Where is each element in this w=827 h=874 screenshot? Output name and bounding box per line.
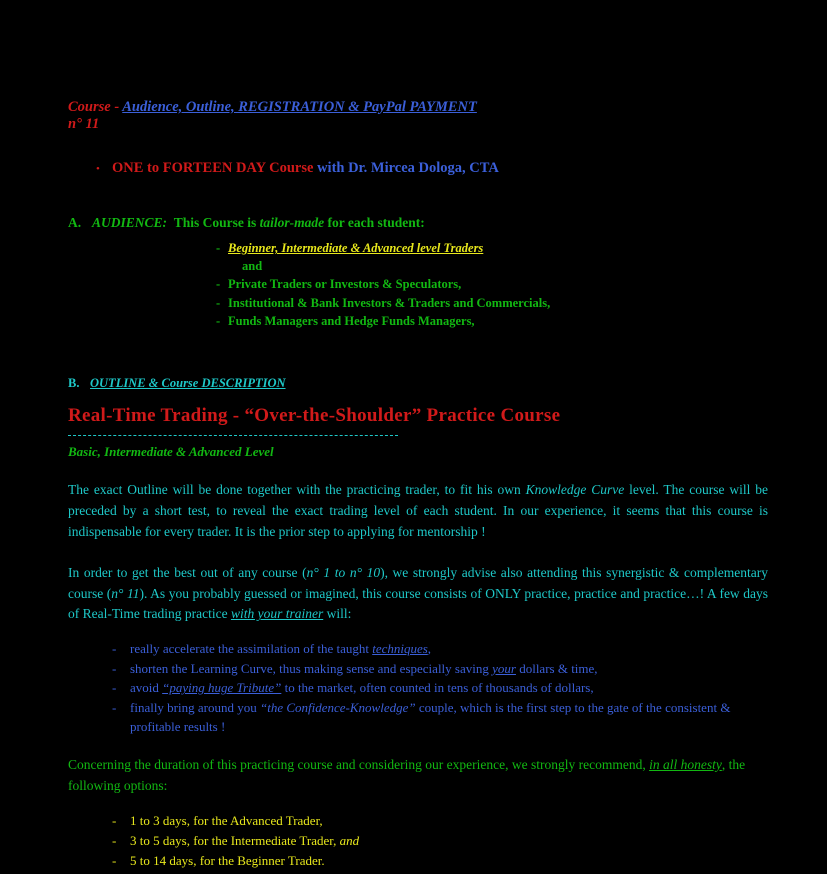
benefit-italic: “paying huge Tribute” xyxy=(162,680,282,696)
benefit-pre: shorten the Learning Curve, thus making sense and especially saving xyxy=(130,660,493,676)
course-main-title: Real-Time Trading - “Over-the-Shoulder” Practice Course xyxy=(68,404,561,426)
section-outline xyxy=(68,376,768,871)
benefit-text xyxy=(130,659,598,679)
list-dash-icon: - xyxy=(112,812,117,828)
course-duration-label: ONE to FORTEEN DAY Course xyxy=(112,160,314,177)
duration-option xyxy=(112,831,768,851)
course-level-line: Basic, Intermediate & Advanced Level xyxy=(68,443,274,459)
para2-italic-2: n° 11 xyxy=(111,585,140,601)
list-dash-icon: - xyxy=(216,277,221,292)
duration-option-label: 5 to 14 days, for the Beginner Trader. xyxy=(130,852,325,868)
audience-item-highlight xyxy=(216,239,768,257)
para2-part-c: ). As you probably guessed or imagined, this course consists of ONLY practice, practice and practice…! A few days of Real-Time trading practice xyxy=(68,585,768,622)
course-instructor-label: with Dr. Mircea Dologa, CTA xyxy=(317,160,499,177)
benefit-pre: finally bring around you xyxy=(130,699,260,715)
benefit-text xyxy=(130,678,594,698)
para2-part-b: ), we strongly advise also attending this synergistic & complementary course ( xyxy=(68,564,768,601)
document-header-line xyxy=(68,98,768,116)
para1-part-b: level. The course will be preceded by a short test, to reveal the exact trading level of each student. In our experience, it seems that this course is indispensable for every trader. It is the prior step to applying for mentorship ! xyxy=(68,481,768,539)
benefit-italic: your xyxy=(492,660,516,676)
benefit-item xyxy=(112,639,768,659)
list-dash-icon: - xyxy=(112,832,117,848)
para2-part-d: will: xyxy=(326,606,352,622)
audience-item-label: Beginner, Intermediate & Advanced level Traders xyxy=(228,241,484,256)
closing-italic: in all honesty xyxy=(649,756,722,772)
section-audience-heading xyxy=(68,214,768,232)
benefit-item xyxy=(112,678,768,698)
outline-paragraph-1 xyxy=(68,480,768,543)
duration-option xyxy=(112,811,768,831)
duration-option-text xyxy=(130,831,359,851)
benefit-item xyxy=(112,659,768,679)
benefit-pre: avoid xyxy=(130,680,163,696)
audience-and-word: and xyxy=(242,259,263,274)
section-a-title: AUDIENCE: xyxy=(92,214,168,230)
audience-item-label: Funds Managers and Hedge Funds Managers, xyxy=(228,313,475,328)
list-dash-icon: - xyxy=(112,852,117,868)
benefit-pre: really accelerate the assimilation of the taught xyxy=(130,641,373,657)
closing-paragraph xyxy=(68,755,768,797)
list-dash-icon: - xyxy=(112,641,117,657)
duration-option xyxy=(112,851,768,871)
outline-paragraph-2 xyxy=(68,563,768,626)
list-dash-icon: - xyxy=(112,699,117,715)
para2-italic-1: n° 1 to n° 10 xyxy=(306,564,381,580)
benefit-italic: techniques xyxy=(372,641,428,657)
duration-option-label: 3 to 5 days, for the Intermediate Trader, xyxy=(130,832,340,848)
benefit-text xyxy=(130,698,768,737)
section-b-title: OUTLINE & Course DESCRIPTION xyxy=(90,375,286,390)
section-a-letter: A. xyxy=(68,214,82,230)
duration-option-text xyxy=(130,851,325,871)
header-course-number: n° 11 xyxy=(68,116,100,133)
benefit-italic: “the Confidence-Knowledge” xyxy=(259,699,416,715)
section-a-lead-2: for each student: xyxy=(327,214,425,230)
top-bullet-row xyxy=(68,159,768,178)
benefit-post: to the market, often counted in tens of thousands of dollars, xyxy=(281,680,594,696)
audience-item xyxy=(216,312,768,330)
bullet-icon: • xyxy=(96,163,100,176)
duration-option-italic: and xyxy=(339,832,360,848)
para1-part-a: The exact Outline will be done together with the practicing trader, to fit his own xyxy=(68,481,521,497)
audience-item-label: Private Traders or Investors & Speculators, xyxy=(228,277,462,292)
para2-underline: with your trainer xyxy=(230,606,324,622)
top-bullet-text xyxy=(112,159,499,178)
benefit-text xyxy=(130,639,431,659)
section-b-letter: B. xyxy=(68,375,80,390)
closing-part-b: , the following options: xyxy=(68,756,746,793)
list-dash-icon: - xyxy=(112,660,117,676)
para2-part-a: In order to get the best out of any course ( xyxy=(68,564,307,580)
section-a-lead-1: This Course is xyxy=(173,214,257,230)
benefit-item xyxy=(112,698,768,737)
duration-options-list xyxy=(68,811,768,871)
document-content xyxy=(68,98,768,871)
duration-option-text xyxy=(130,811,323,831)
benefit-post: dollars & time, xyxy=(515,660,598,676)
benefit-post: couple, which is the first step to the gate of the consistent & profitable results ! xyxy=(130,699,731,735)
audience-item xyxy=(216,294,768,312)
duration-option-label: 1 to 3 days, for the Advanced Trader, xyxy=(130,812,323,828)
section-a-lead-italic: tailor-made xyxy=(259,214,325,230)
benefit-post: , xyxy=(427,641,432,657)
para1-italic: Knowledge Curve xyxy=(525,481,625,497)
benefits-list xyxy=(68,639,768,737)
audience-item xyxy=(216,275,768,293)
header-course-label: Course - xyxy=(68,99,120,115)
section-outline-heading xyxy=(68,376,768,391)
audience-list xyxy=(68,239,768,330)
header-registration-link[interactable]: Audience, Outline, REGISTRATION & PayPal PAYMENT xyxy=(122,99,477,115)
closing-part-a: Concerning the duration of this practicing course and considering our experience, we strongly recommend, xyxy=(68,756,646,772)
section-audience xyxy=(68,214,768,330)
list-dash-icon: - xyxy=(112,680,117,696)
audience-item-label: Institutional & Bank Investors & Traders and Commercials, xyxy=(228,295,551,310)
section-a-lead xyxy=(167,214,425,232)
list-dash-icon: - xyxy=(216,241,221,256)
list-dash-icon: - xyxy=(216,313,221,328)
divider xyxy=(68,435,398,436)
list-dash-icon: - xyxy=(216,295,221,310)
